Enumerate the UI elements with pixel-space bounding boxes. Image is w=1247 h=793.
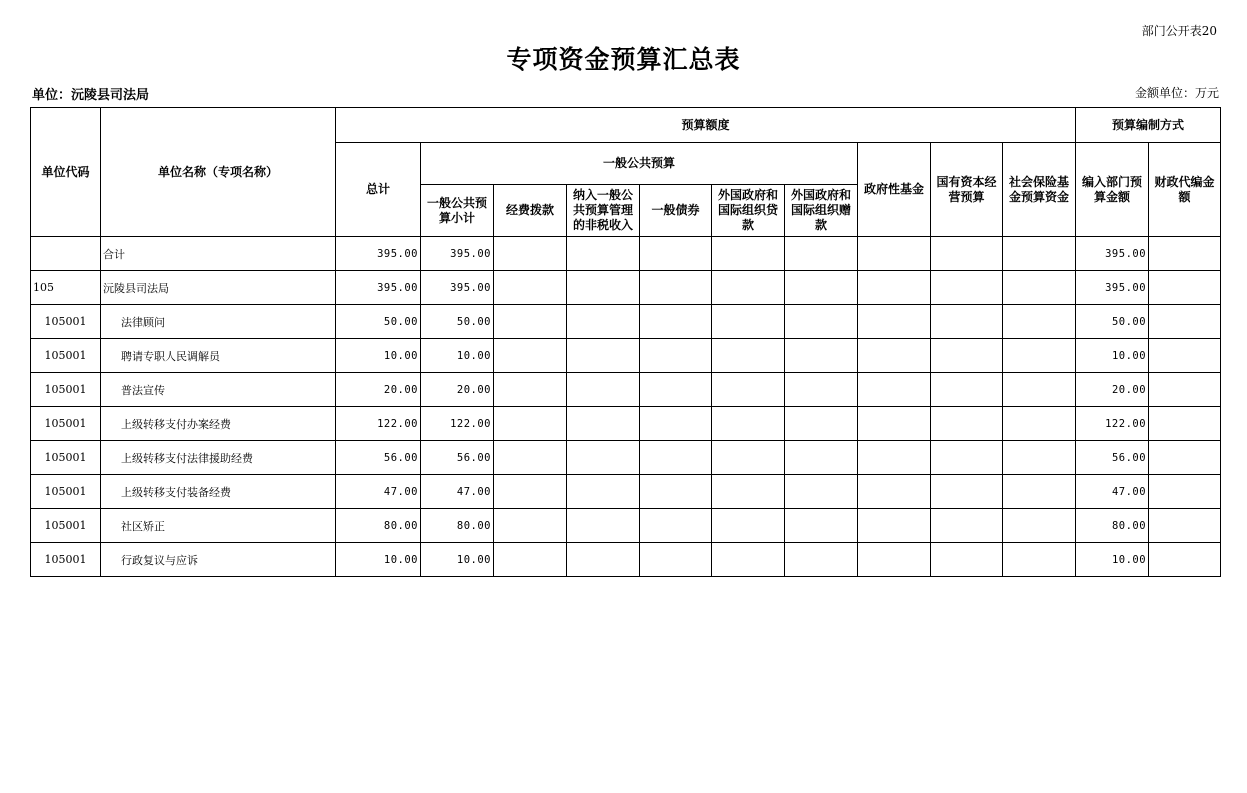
cell-subtotal: 10.00: [421, 543, 494, 577]
table-row: [31, 339, 1221, 373]
cell-total: 80.00: [336, 509, 421, 543]
cell-dept-budget: 122.00: [1076, 407, 1149, 441]
header-general-public-budget: 一般公共预算: [421, 143, 858, 185]
header-dept-budget: 编入部门预算金额: [1076, 143, 1149, 237]
table-row: [31, 271, 1221, 305]
page-title: 专项资金预算汇总表: [506, 45, 741, 74]
cell-subtotal: 50.00: [421, 305, 494, 339]
header-total: 总计: [336, 143, 421, 237]
cell-dept-budget: 56.00: [1076, 441, 1149, 475]
header-fiscal-proxy: 财政代编金额: [1149, 143, 1221, 237]
header-foreign-grants: 外国政府和国际组织赠款: [785, 185, 858, 237]
cell-code: 105: [31, 271, 101, 305]
unit-label: 单位：沅陵县司法局: [32, 88, 150, 103]
cell-code: 105001: [31, 305, 101, 339]
header-state-capital: 国有资本经营预算: [931, 143, 1003, 237]
header-gpb-subtotal: 一般公共预算小计: [421, 185, 494, 237]
form-number: 部门公开表20: [1141, 24, 1217, 38]
cell-code: 105001: [31, 441, 101, 475]
cell-subtotal: 395.00: [421, 271, 494, 305]
cell-name: 上级转移支付法律援助经费: [101, 441, 336, 475]
table-row: [31, 373, 1221, 407]
header-social-insurance: 社会保险基金预算资金: [1003, 143, 1076, 237]
table-row: [31, 543, 1221, 577]
cell-code: 105001: [31, 543, 101, 577]
cell-name: 上级转移支付办案经费: [101, 407, 336, 441]
table-row: [31, 305, 1221, 339]
header-compile-method: 预算编制方式: [1076, 108, 1221, 143]
cell-subtotal: 56.00: [421, 441, 494, 475]
cell-name: 法律顾问: [101, 305, 336, 339]
cell-code: 105001: [31, 509, 101, 543]
cell-subtotal: 47.00: [421, 475, 494, 509]
amount-unit-label: 金额单位：万元: [1134, 86, 1219, 100]
cell-dept-budget: 47.00: [1076, 475, 1149, 509]
header-unit-name: 单位名称（专项名称）: [101, 108, 336, 237]
cell-total: 56.00: [336, 441, 421, 475]
cell-dept-budget: 50.00: [1076, 305, 1149, 339]
header-foreign-loans: 外国政府和国际组织贷款: [712, 185, 785, 237]
cell-subtotal: 395.00: [421, 237, 494, 271]
table-row: [31, 407, 1221, 441]
cell-total: 50.00: [336, 305, 421, 339]
cell-dept-budget: 20.00: [1076, 373, 1149, 407]
cell-dept-budget: 395.00: [1076, 237, 1149, 271]
budget-table: [30, 107, 1221, 577]
cell-name: 普法宣传: [101, 373, 336, 407]
cell-name: 沅陵县司法局: [101, 271, 336, 305]
cell-dept-budget: 80.00: [1076, 509, 1149, 543]
cell-name: 聘请专职人民调解员: [101, 339, 336, 373]
cell-name: 合计: [101, 237, 336, 271]
cell-code: 105001: [31, 407, 101, 441]
cell-subtotal: 20.00: [421, 373, 494, 407]
cell-code: [31, 237, 101, 271]
header-gov-fund: 政府性基金: [858, 143, 931, 237]
header-funding-allocation: 经费拨款: [494, 185, 567, 237]
cell-subtotal: 80.00: [421, 509, 494, 543]
cell-total: 122.00: [336, 407, 421, 441]
cell-code: 105001: [31, 339, 101, 373]
cell-code: 105001: [31, 373, 101, 407]
cell-total: 395.00: [336, 271, 421, 305]
cell-total: 10.00: [336, 543, 421, 577]
cell-name: 上级转移支付装备经费: [101, 475, 336, 509]
cell-code: 105001: [31, 475, 101, 509]
cell-name: 行政复议与应诉: [101, 543, 336, 577]
header-non-tax-income: 纳入一般公共预算管理的非税收入: [567, 185, 640, 237]
cell-total: 20.00: [336, 373, 421, 407]
cell-total: 395.00: [336, 237, 421, 271]
cell-total: 10.00: [336, 339, 421, 373]
header-unit-code: 单位代码: [31, 108, 101, 237]
header-budget-amount: 预算额度: [336, 108, 1076, 143]
cell-subtotal: 122.00: [421, 407, 494, 441]
cell-dept-budget: 10.00: [1076, 339, 1149, 373]
header-general-bonds: 一般债券: [640, 185, 712, 237]
cell-dept-budget: 10.00: [1076, 543, 1149, 577]
table-row: [31, 475, 1221, 509]
table-row: [31, 441, 1221, 475]
cell-dept-budget: 395.00: [1076, 271, 1149, 305]
table-row: [31, 237, 1221, 271]
cell-subtotal: 10.00: [421, 339, 494, 373]
cell-total: 47.00: [336, 475, 421, 509]
table-row: [31, 509, 1221, 543]
cell-name: 社区矫正: [101, 509, 336, 543]
